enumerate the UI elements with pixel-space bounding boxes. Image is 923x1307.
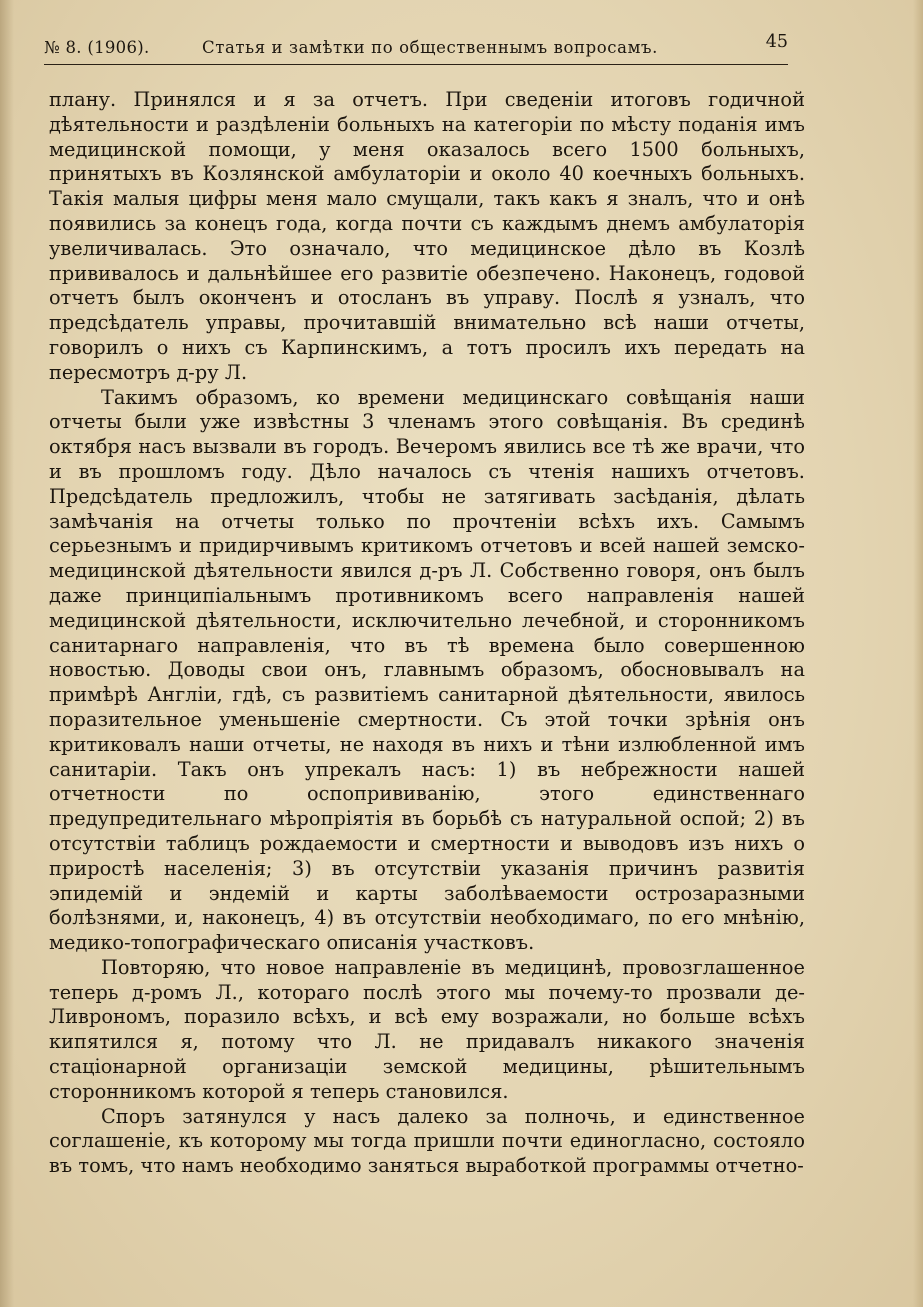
- page-number: 45: [765, 32, 788, 52]
- header-rule: [44, 64, 788, 65]
- paragraph-1: плану. Принялся и я за отчетъ. При сведеніи итоговъ годичной дѣятельности и раздѣленіи больныхъ на категоріи по мѣсту поданія имъ медицинской помощи, у меня оказалось всего 1500 больныхъ, принятыхъ въ Козлянской амбулаторіи и около 40 коечныхъ больныхъ. Такія малыя цифры меня мало смущали, такъ какъ я зналъ, что и онѣ появились за конецъ года, когда почти съ каждымъ днемъ амбулаторія увеличивалась. Это означало, что медицинское дѣло въ Козлѣ прививалось и дальнѣйшее его развитіе обезпечено. Наконецъ, годовой отчетъ былъ оконченъ и отосланъ въ управу. Послѣ я узналъ, что предсѣдатель управы, прочитавшій внимательно всѣ наши отчеты, говорилъ о нихъ съ Карпинскимъ, а тотъ просилъ ихъ передать на пересмотръ д-ру Л.: [49, 88, 805, 384]
- paragraph-2: Такимъ образомъ, ко времени медицинскаго совѣщанія наши отчеты были уже извѣстны 3 членамъ этого совѣщанія. Въ срединѣ октября насъ вызвали въ городъ. Вечеромъ явились все тѣ же врачи, что и въ прошломъ году. Дѣло началось съ чтенія нашихъ отчетовъ. Предсѣдатель предложилъ, чтобы не затягивать засѣданія, дѣлать замѣчанія на отчеты только по прочтеніи всѣхъ ихъ. Самымъ серьезнымъ и придирчивымъ критикомъ отчетовъ и всей нашей земско-медицинской дѣятельности явился д-ръ Л. Собственно говоря, онъ былъ даже принципіальнымъ противникомъ всего направленія нашей медицинской дѣятельности, исключительно лечебной, и сторонникомъ санитарнаго направленія, что въ тѣ времена было совершенною новостью. Доводы свои онъ, главнымъ образомъ, обосновывалъ на примѣрѣ Англіи, гдѣ, съ развитіемъ санитарной дѣятельности, явилось поразительное уменьшеніе смертности. Съ этой точки зрѣнія онъ критиковалъ наши отчеты, не находя въ нихъ и тѣни излюбленной имъ санитаріи. Такъ онъ упрекалъ насъ: 1) въ небрежности нашей отчетности по оспопрививанію, этого единственнаго предупредительнаго мѣропріятія въ борьбѣ съ натуральной оспой; 2) въ отсутствіи таблицъ рождаемости и смертности и выводовъ изъ нихъ о приростѣ населенія; 3) въ отсутствіи указанія причинъ развитія эпидемій и эндемій и карты заболѣваемости острозаразными болѣзнями, и, наконецъ, 4) въ отсутствіи необходимаго, по его мнѣнію, медико-топографическаго описанія участковъ.: [49, 385, 805, 955]
- running-header: [44, 30, 788, 70]
- page-left-edge-shadow: [0, 0, 14, 1307]
- paragraph-3: Повторяю, что новое направленіе въ медицинѣ, провозглашенное теперь д-ромъ Л., котораго послѣ этого мы почему-то прозвали де-Ливрономъ, поразило всѣхъ, и всѣ ему возражали, но больше всѣхъ кипятился я, потому что Л. не придавалъ никакого значенія стаціонарной организаціи земской медицины, рѣшительнымъ сторонникомъ которой я теперь становился.: [49, 955, 805, 1103]
- issue-number: № 8. (1906).: [44, 38, 150, 57]
- page-right-edge-shadow: [913, 0, 923, 1307]
- article-body: [49, 88, 805, 1179]
- paragraph-4: Споръ затянулся у насъ далеко за полночь, и единственное соглашеніе, къ которому мы тогда пришли почти единогласно, состояло въ томъ, что намъ необходимо заняться выработкой программы отчетно-: [49, 1104, 805, 1178]
- section-title: Статья и замѣтки по общественнымъ вопросамъ.: [202, 38, 658, 57]
